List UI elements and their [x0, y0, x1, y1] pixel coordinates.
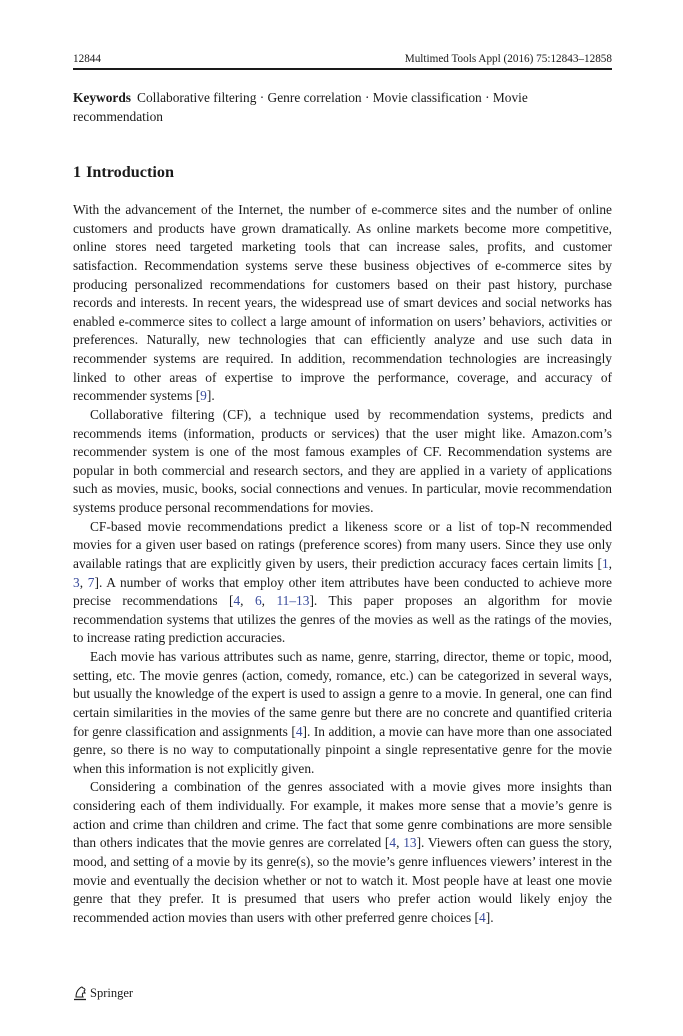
keywords-label: Keywords [73, 90, 132, 105]
citation-link[interactable]: 1 [601, 555, 609, 571]
paragraph-text: With the advancement of the Internet, the number of e-commerce sites and the number of online customers and products have grown dramatically. As online markets become more competitive, online stores need targeted marketing tools that can increase sales, profits, and customer satisfaction. Recommendation systems serve these business objectives of e-commerce sites by producing personalized recommendations for customers based on their past history, purchase records and interests. In recent years, the widespread use of smart devices and social networks has enabled e-commerce sites to collect a large amount of information on users’ behaviors, activities or preferences. Naturally, new technologies that can efficiently analyze and use such data in recommender systems are required. In addition, recommendation technologies are increasingly linked to other areas of expertise to improve the performance, coverage, and accuracy of recommender systems [ [73, 202, 612, 404]
paragraph [73, 518, 612, 648]
paragraph-text: ]. [206, 388, 215, 404]
paragraph-text: CF-based movie recommendations predict a likeness score or a list of top-N recommended movies for a given user based on ratings (preference scores) from many users. Since they use only available ratings that are explicitly given by users, their prediction accuracy faces certain limits [ [73, 518, 612, 571]
paragraph-text: Each movie has various attributes such as name, genre, starring, director, theme or topic, mood, setting, etc. The movie genres (action, comedy, romance, etc.) can be categorized in several ways, but usually the knowledge of the expert is used to assign a genre to a movie. In general, one can find certain similarities in the movies of the same genre but there are no concrete and quantified criteria for genre classification and assignments [ [73, 649, 612, 739]
paragraph-text: , [396, 835, 404, 851]
section-title: Introduction [86, 163, 174, 181]
citation-link[interactable]: 4 [479, 909, 486, 925]
journal-citation: Multimed Tools Appl (2016) 75:12843–12858 [404, 53, 612, 65]
citation-link[interactable]: 9 [200, 388, 207, 404]
page-number: 12844 [73, 53, 101, 65]
citation-link[interactable]: 13 [403, 835, 417, 851]
citation-link[interactable]: 4 [389, 835, 397, 851]
citation-link[interactable]: 7 [87, 574, 95, 590]
paragraph-text: ]. This paper proposes an algorithm for movie recommendation systems that utilizes the genres of the movies as well as the ratings of the movies, to increase rating prediction accuracies. [73, 593, 613, 646]
paragraph-text: Collaborative filtering (CF), a technique used by recommendation systems, predicts and recommends items (information, products or services) that the user might like. Amazon.com’s recommender system is one of the most famous examples of CF. Recommendation systems are popular in both commercial and research sectors, and they are applied in a variety of applications such as movies, music, books, social connections and venues. In particular, movie recommendation systems produce personal recommendations for movies. [73, 406, 612, 515]
paragraph-text: , [261, 593, 277, 609]
citation-link[interactable]: 4 [233, 593, 241, 609]
citation-link[interactable]: 6 [254, 593, 262, 609]
citation-link[interactable]: 4 [295, 723, 303, 739]
keywords-text: Collaborative filtering · Genre correlation · Movie classification · Movie recommendation [73, 90, 528, 124]
citation-link[interactable]: 3 [73, 574, 80, 590]
paragraph-text: , [608, 555, 612, 571]
publisher-name: Springer [90, 986, 134, 1000]
springer-horse-icon [73, 985, 87, 1001]
publisher-footer [73, 984, 133, 1002]
paragraph [73, 778, 612, 927]
keywords-block [73, 89, 612, 126]
paragraph-text: , [240, 593, 255, 609]
paragraph-text: ]. [485, 909, 494, 925]
running-head [73, 51, 612, 67]
header-rule [73, 68, 612, 70]
paragraph [73, 201, 612, 406]
paragraph [73, 406, 612, 518]
section-number: 1 [73, 163, 82, 181]
paragraph [73, 648, 612, 778]
body-text [73, 201, 612, 927]
section-heading [73, 161, 174, 183]
paragraph-text: Considering a combination of the genres associated with a movie gives more insights than considering each of them individually. For example, it makes more sense that a movie’s genre is action and crime than children and crime. The fact that some genre combinations are more sensible than others indicates that the movie genres are correlated [ [73, 779, 612, 851]
paragraph-text: ]. Viewers often can guess the story, mood, and setting of a movie by its genre(s), so the movie’s genre influences viewers’ interest in the movie and eventually the decision whether or not to watch it. Most people have at least one movie genre that they prefer. It is presumed that users who prefer action would likely enjoy the recommended action movies than users with other preferred genre choices [ [73, 835, 612, 925]
paragraph-text: ]. In addition, a movie can have more than one associated genre, so there is no way to computationally pinpoint a single representative genre for the movie when this information is not explicitly given. [73, 723, 613, 776]
paragraph-text: ]. A number of works that employ other item attributes have been conducted to achieve more precise recommendations [ [73, 574, 612, 609]
paragraph-text: , [79, 574, 88, 590]
citation-link[interactable]: 11–13 [276, 593, 310, 609]
